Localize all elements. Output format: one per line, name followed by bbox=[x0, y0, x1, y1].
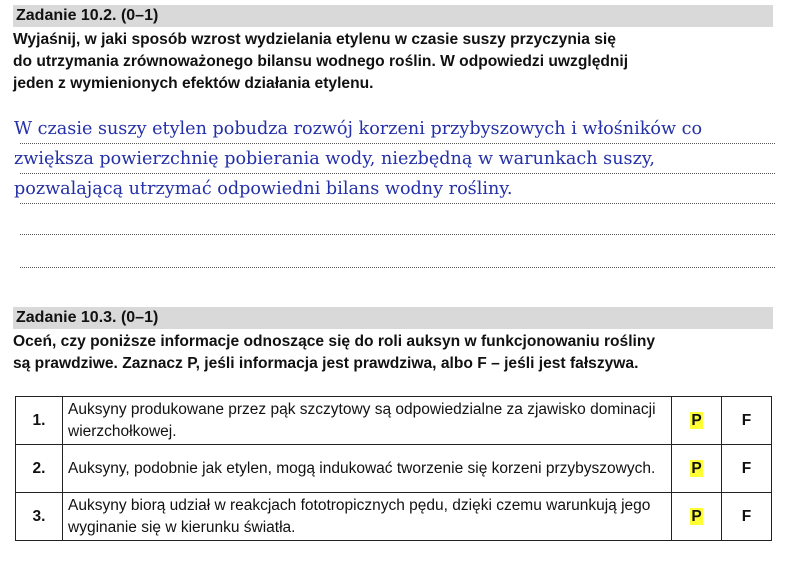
row-number: 1. bbox=[16, 397, 63, 445]
handwritten-answer-line: pozwalającą utrzymać odpowiedni bilans wodny rośliny. bbox=[14, 179, 513, 199]
prompt-line: Oceń, czy poniższe informacje odnoszące się do roli auksyn w funkcjonowaniu rośliny bbox=[13, 333, 656, 350]
answer-line[interactable] bbox=[20, 238, 775, 268]
option-f[interactable]: F bbox=[722, 397, 772, 445]
option-f[interactable]: F bbox=[722, 493, 772, 541]
true-false-table bbox=[15, 396, 772, 541]
handwritten-answer-line: W czasie suszy etylen pobudza rozwój korzeni przybyszowych i włośników co bbox=[14, 119, 703, 139]
statement: Auksyny produkowane przez pąk szczytowy są odpowiedzialne za zjawisko dominacji wierzchołkowej. bbox=[63, 397, 672, 445]
row-number: 3. bbox=[16, 493, 63, 541]
statement: Auksyny biorą udział w reakcjach fototropicznych pędu, dzięki czemu warunkują jego wyginanie się w kierunku światła. bbox=[63, 493, 672, 541]
prompt-line: do utrzymania zrównoważonego bilansu wodnego roślin. W odpowiedzi uwzględnij bbox=[13, 53, 629, 70]
table-row bbox=[16, 493, 772, 541]
handwritten-answer-line: zwiększa powierzchnię pobierania wody, niezbędną w warunkach suszy, bbox=[14, 149, 656, 169]
selected-mark: P bbox=[691, 411, 702, 429]
prompt-line: są prawdziwe. Zaznacz P, jeśli informacja jest prawdziwa, albo F – jeśli jest fałszywa. bbox=[13, 355, 639, 372]
option-f[interactable]: F bbox=[722, 445, 772, 493]
task-10-3-prompt bbox=[13, 331, 788, 375]
table-row bbox=[16, 397, 772, 445]
task-10-2-header: Zadanie 10.2. (0–1) bbox=[13, 5, 773, 27]
option-p[interactable] bbox=[672, 397, 722, 445]
row-number: 2. bbox=[16, 445, 63, 493]
task-10-2-prompt bbox=[13, 29, 788, 95]
answer-line[interactable] bbox=[20, 205, 775, 235]
statement: Auksyny, podobnie jak etylen, mogą indukować tworzenie się korzeni przybyszowych. bbox=[63, 445, 672, 493]
prompt-line: jeden z wymienionych efektów działania etylenu. bbox=[13, 75, 374, 92]
selected-mark: P bbox=[691, 459, 702, 477]
task-10-3-header: Zadanie 10.3. (0–1) bbox=[13, 307, 773, 329]
option-p[interactable] bbox=[672, 445, 722, 493]
prompt-line: Wyjaśnij, w jaki sposób wzrost wydzielania etylenu w czasie suszy przyczynia się bbox=[13, 31, 616, 48]
option-p[interactable] bbox=[672, 493, 722, 541]
selected-mark: P bbox=[691, 507, 702, 525]
table-row bbox=[16, 445, 772, 493]
